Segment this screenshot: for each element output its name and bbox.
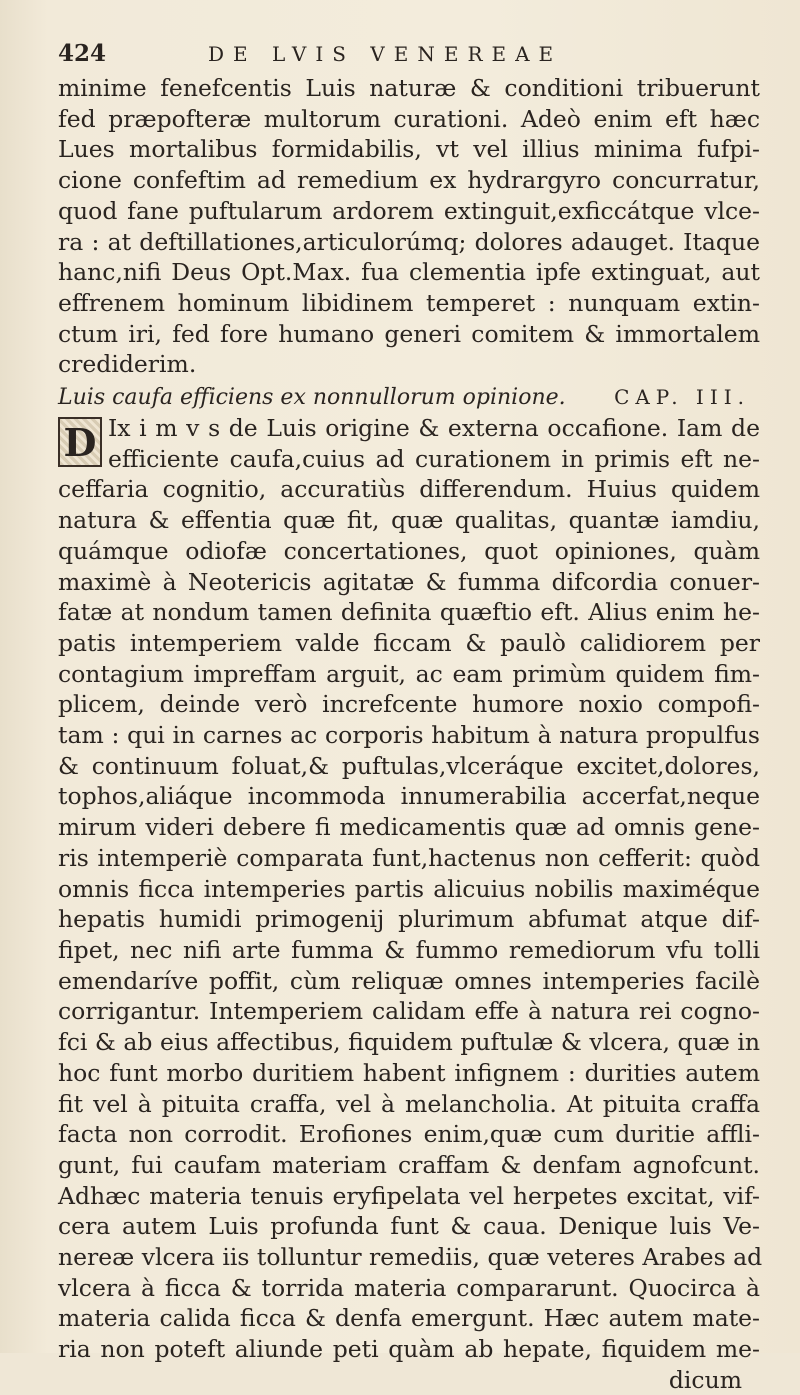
- text-line: tam : qui in carnes ac corporis habitum à natura propulfus: [58, 721, 760, 750]
- text-line: fci & ab eius affectibus, fiquidem puftulæ & vlcera, quæ in: [58, 1028, 760, 1057]
- running-head: [58, 40, 760, 67]
- chapter-opening-lines: [108, 413, 760, 474]
- text-line: effrenem hominum libidinem temperet : nunquam extin-: [58, 288, 760, 317]
- text-line: tophos,aliáque incommoda innumerabilia accerfat,neque: [58, 782, 760, 811]
- text-line: natura & effentia quæ fit, quæ qualitas, quantæ iamdiu,: [58, 506, 760, 535]
- text-line: maximè à Neotericis agitatæ & fumma difcordia conuer-: [58, 567, 760, 596]
- text-line: cera autem Luis profunda funt & caua. Denique luis Ve-: [58, 1212, 760, 1241]
- text-line: quod fane puftularum ardorem extinguit,exficcátque vlce-: [58, 196, 760, 225]
- text-line: hanc,nifi Deus Opt.Max. fua clementia ipfe extinguat, aut: [58, 258, 760, 287]
- text-line: gunt, fui caufam materiam craffam & denfam agnofcunt.: [58, 1150, 760, 1179]
- text-line: ceffaria cognitio, accuratiùs differendum. Huius quidem: [58, 475, 760, 504]
- text-line: plicem, deinde verò increfcente humore noxio compofi-: [58, 690, 760, 719]
- text-line: vlcera à ficca & torrida materia compararunt. Quocirca à: [58, 1273, 760, 1302]
- text-line: hoc funt morbo duritiem habent infignem : durities autem: [58, 1058, 760, 1087]
- text-line: ra : at deftillationes,articulorúmq; dolores adauget. Itaque: [58, 227, 760, 256]
- text-line: fed præpofteræ multorum curationi. Adeò enim eft hæc: [58, 104, 760, 133]
- text-line: emendaríve poffit, cùm reliquæ omnes intemperies facilè: [58, 966, 760, 995]
- caption-title: Luis caufa efficiens ex nonnullorum opinione.: [58, 385, 566, 411]
- text-line: crediderim.: [58, 350, 197, 379]
- text-line: Adhæc materia tenuis eryfipelata vel herpetes excitat, vif-: [58, 1181, 760, 1210]
- text-line: efficiente caufa,cuius ad curationem in primis eft ne-: [108, 444, 760, 473]
- text-line: fatæ at nondum tamen definita quæftio eft. Alius enim he-: [58, 598, 760, 627]
- text-line: materia calida ficca & denfa emergunt. Hæc autem mate-: [58, 1304, 760, 1333]
- chapter-opening: [58, 413, 760, 474]
- text-line: hepatis humidi primogenij plurimum abfumat atque dif-: [58, 905, 760, 934]
- text-line: ctum iri, fed fore humano generi comitem & immortalem: [58, 319, 760, 348]
- text-line: patis intemperiem valde ficcam & paulò calidiorem per: [58, 628, 760, 657]
- text-line: mirum videri debere fi medicamentis quæ ad omnis gene-: [58, 813, 760, 842]
- text-line: omnis ficca intemperies partis alicuius nobilis maximéque: [58, 874, 760, 903]
- running-title: DE LVIS VENEREAE: [208, 42, 563, 66]
- chapter-caption: [58, 382, 760, 413]
- text-line: fit vel à pituita craffa, vel à melancholia. At pituita craffa: [58, 1089, 760, 1118]
- chapter-number: CAP. III.: [614, 385, 750, 410]
- paragraph-1: [58, 73, 760, 380]
- text-line: & continuum foluat,& puftulas,vlceráque excitet,dolores,: [58, 751, 760, 780]
- text-line: minime fenefcentis Luis naturæ & conditioni tribuerunt: [58, 74, 760, 102]
- text-line: Ix i m v s de Luis origine & externa occafione. Iam de: [108, 414, 760, 443]
- decorated-initial: D: [58, 417, 102, 467]
- text-line: quámque odiofæ concertationes, quot opiniones, quàm: [58, 536, 760, 565]
- text-line: corrigantur. Intemperiem calidam effe à natura rei cogno-: [58, 997, 760, 1026]
- text-line: facta non corrodit. Erofiones enim,quæ cum duritie affli-: [58, 1120, 760, 1149]
- text-line: Lues mortalibus formidabilis, vt vel illius minima fufpi-: [58, 135, 760, 164]
- text-line: contagium impreffam arguit, ac eam primùm quidem fim-: [58, 659, 760, 688]
- text-line: cione confeftim ad remedium ex hydrargyro concurratur,: [58, 166, 760, 195]
- catchword: dicum: [668, 1365, 742, 1394]
- page-number: 424: [58, 40, 107, 67]
- text-line: nereæ vlcera iis tolluntur remediis, quæ veteres Arabes ad: [58, 1243, 763, 1272]
- text-line: ris intemperiè comparata funt,hactenus non cefferit: quòd: [58, 843, 760, 872]
- text-line: ria non poteft aliunde peti quàm ab hepate, fiquidem me-: [58, 1335, 760, 1364]
- text-line: fipet, nec nifi arte fumma & fummo remediorum vfu tolli: [58, 935, 760, 964]
- paragraph-2: [58, 474, 763, 1364]
